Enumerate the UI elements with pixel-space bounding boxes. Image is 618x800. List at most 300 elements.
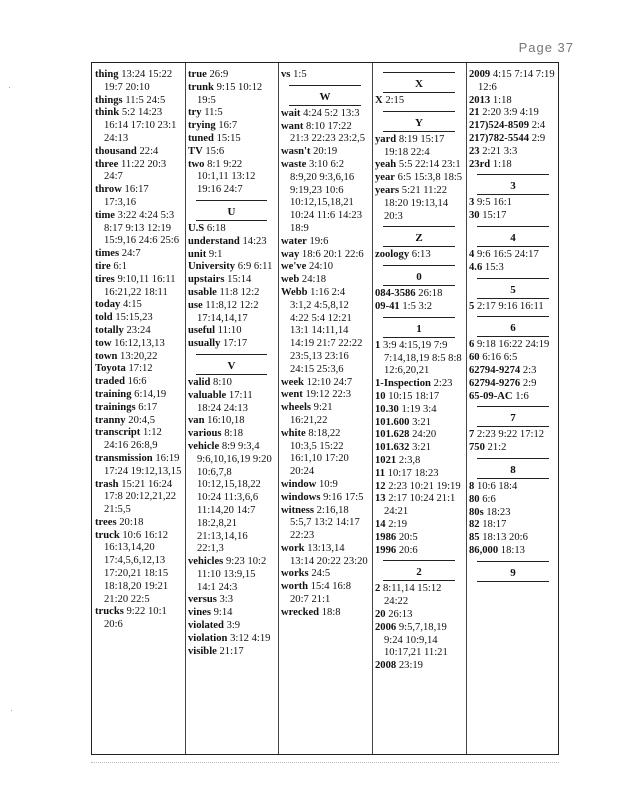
index-term: times (95, 248, 120, 260)
page-line-refs: 8:10 17:22 21:3 22:23 23:2,5 (290, 120, 366, 145)
page-line-refs: 10:6 16:12 16:13,14,20 17:4,5,6,12,13 17:20,21 18:15 18:18,20 19:21 21:20 22:5 (104, 529, 169, 605)
page-line-refs: 11:8 12:2 (219, 286, 260, 298)
page-line-refs: 18:17 (482, 519, 507, 531)
index-column-3 (281, 69, 369, 748)
page-line-refs: 6:17 (138, 401, 158, 413)
index-entry (188, 646, 275, 659)
index-term: work (281, 542, 305, 554)
page-line-refs: 3:3 (219, 594, 234, 606)
index-entry (95, 415, 182, 428)
index-term: 1021 (375, 454, 397, 466)
index-term: 6 (469, 339, 475, 351)
section-letter: V (188, 351, 275, 377)
page-line-refs: 16:10,18 (207, 415, 245, 427)
page-line-refs: 10:6 18:4 (476, 480, 518, 492)
index-term: University (188, 261, 236, 273)
index-term: X (375, 95, 383, 106)
page-line-refs: 15:15 (216, 132, 241, 144)
index-term: 2013 (469, 94, 491, 106)
index-term: 30 (469, 210, 480, 222)
index-entry (469, 95, 557, 108)
page-line-refs: 2:15 (385, 95, 405, 106)
page-line-refs: 9:16 17:5 (323, 491, 364, 503)
index-term: violation (188, 632, 228, 644)
index-entry (281, 389, 369, 402)
index-entry (95, 95, 182, 108)
index-term: trunk (188, 81, 214, 93)
index-entry (469, 442, 557, 455)
index-entry (375, 609, 463, 622)
index-term: 10.30 (375, 403, 399, 415)
index-term: 23rd (469, 158, 491, 170)
index-entry (375, 468, 463, 481)
index-entry (281, 146, 369, 159)
index-entry (375, 519, 463, 532)
page-line-refs: 15:14 (227, 274, 252, 286)
index-term: violated (188, 620, 224, 632)
index-entry (188, 607, 275, 620)
index-entry (95, 351, 182, 364)
page-line-refs: 9:14 (213, 607, 233, 619)
index-term: versus (188, 594, 217, 606)
page-line-refs: 16:17 17:3,16 (104, 184, 149, 208)
index-column-4 (375, 69, 463, 748)
index-entry (375, 172, 463, 185)
index-term: 8 (469, 480, 475, 492)
page-line-refs: 2:23 (433, 378, 453, 390)
page-line-refs: 2:23 9:22 17:12 (476, 429, 545, 441)
page-line-refs: 13:13,14 13:14 20:22 23:20 (290, 542, 368, 567)
page-line-refs: 1:16 2:4 3:1,2 4:5,8,12 4:22 5:4 12:21 13:1 14:11,14 14:19 21:7 22:22 23:5,13 23:16 24:15 25:3,6 (290, 286, 363, 375)
index-term: van (188, 415, 205, 427)
index-term: witness (281, 504, 314, 516)
page-line-refs: 10:15 18:17 (388, 390, 440, 402)
page-line-refs: 9:22 10:1 20:6 (104, 606, 167, 631)
index-entry (375, 249, 463, 262)
index-entry (375, 95, 463, 108)
index-term: zoology (375, 249, 410, 261)
index-term: wasn't (281, 146, 311, 158)
index-term: upstairs (188, 274, 225, 286)
index-entry (95, 376, 182, 389)
page-line-refs: 21:17 (219, 645, 244, 657)
index-term: trash (95, 478, 119, 490)
page-line-refs: 11:5 24:5 (125, 94, 166, 106)
page-line-refs: 8:10 (213, 376, 232, 388)
index-entry (281, 428, 369, 479)
page-line-refs: 18:23 (486, 506, 511, 518)
index-entry (188, 287, 275, 300)
section-letter: 3 (469, 171, 557, 197)
section-letter: 1 (375, 314, 463, 340)
page-line-refs: 15:3 (484, 261, 504, 273)
index-term: tranny (95, 414, 126, 426)
index-entry (375, 429, 463, 442)
page-line-refs: 3:9 4:15,19 7:9 7:14,18,19 8:5 8:8 12:6,20,21 (382, 339, 462, 377)
index-term: 65-09-AC (469, 390, 513, 402)
index-entry (188, 377, 275, 390)
index-entry (469, 481, 557, 494)
index-term: 3 (469, 197, 475, 209)
footer-rule (91, 762, 559, 764)
page-line-refs: 6:5 15:3,8 18:5 (397, 172, 463, 184)
index-entry (469, 120, 557, 133)
index-term: use (188, 299, 203, 311)
index-term: window (281, 478, 317, 490)
section-letter: X (375, 69, 463, 95)
index-entry (95, 363, 182, 376)
index-term: U.S (188, 222, 205, 234)
page-line-refs: 20:18 (119, 516, 144, 528)
page-line-refs: 26:13 (388, 608, 413, 620)
page-line-refs: 16:12,13,13 (114, 337, 165, 349)
index-term: visible (188, 645, 217, 657)
index-term: 2006 (375, 621, 397, 633)
index-entry (188, 415, 275, 428)
column-divider (466, 63, 467, 754)
index-entry (281, 377, 369, 390)
index-term: throw (95, 184, 122, 196)
index-term: way (281, 248, 300, 260)
index-entry (469, 107, 557, 120)
section-letter: W (281, 82, 369, 108)
page-line-refs: 2:21 3:3 (482, 145, 518, 157)
page-line-refs: 10:17 18:23 (387, 467, 439, 479)
page-line-refs: 2:3,8 (398, 454, 421, 466)
page-line-refs: 20:5 (398, 531, 418, 543)
index-term: various (188, 428, 222, 440)
page-line-refs: 9:6 16:5 24:17 (476, 248, 539, 260)
index-column-5 (469, 69, 557, 748)
index-term: white (281, 427, 306, 439)
index-entry (375, 660, 463, 673)
index-entry (375, 493, 463, 519)
index-entry (375, 404, 463, 417)
index-entry (95, 210, 182, 248)
scan-speck: · (8, 82, 11, 92)
index-entry (188, 69, 275, 82)
index-entry (95, 453, 182, 479)
page-line-refs: 8:11,14 15:12 24:22 (382, 583, 442, 608)
index-entry (469, 494, 557, 507)
index-entry (188, 274, 275, 287)
index-term: 750 (469, 442, 485, 454)
page-line-refs: 11:8,12 12:2 17:14,14,17 (197, 299, 259, 324)
index-term: think (95, 107, 120, 119)
page-line-refs: 15:17 (482, 210, 507, 222)
index-entry (95, 606, 182, 632)
index-term: try (188, 107, 202, 119)
page-line-refs: 2:19 (388, 518, 408, 530)
page-line-refs: 21:2 (487, 442, 507, 454)
scan-speck: · (10, 705, 13, 715)
index-term: we've (281, 261, 307, 273)
index-entry (281, 543, 369, 569)
index-entry (95, 427, 182, 453)
page-line-refs: 19:6 (309, 235, 329, 247)
index-entry (469, 532, 557, 545)
index-entry (281, 274, 369, 287)
page-line-refs: 15:4 16:8 20:7 21:1 (290, 581, 352, 606)
index-term: 21 (469, 107, 480, 119)
index-entry (188, 594, 275, 607)
page-line-refs: 18:6 20:1 22:6 (301, 248, 364, 260)
index-entry (375, 481, 463, 494)
index-term: wrecked (281, 606, 320, 618)
section-letter: 8 (469, 455, 557, 481)
section-letter: 2 (375, 557, 463, 583)
page-line-refs: 26:9 (209, 69, 229, 80)
index-entry (188, 133, 275, 146)
section-letter: 9 (469, 558, 557, 584)
page-line-refs: 13:24 15:22 19:7 20:10 (104, 69, 173, 93)
index-term: 5 (469, 300, 475, 312)
index-entry (469, 210, 557, 223)
index-term: tuned (188, 132, 214, 144)
index-entry (188, 223, 275, 236)
index-entry (281, 121, 369, 147)
index-entry (375, 391, 463, 404)
index-term: 80s (469, 506, 484, 518)
index-entry (188, 428, 275, 441)
index-entry (188, 236, 275, 249)
index-entry (188, 82, 275, 108)
index-entry (188, 620, 275, 633)
index-entry (375, 301, 463, 314)
index-term: town (95, 350, 118, 362)
page-line-refs: 14:23 (242, 235, 267, 247)
index-term: Webb (281, 286, 308, 298)
page-line-refs: 3:10 6:2 8:9,20 9:3,6,16 9:19,23 10:6 10:12,15,18,21 10:24 11:6 14:23 18:9 (290, 158, 362, 234)
index-term: 13 (375, 493, 386, 505)
index-entry (188, 300, 275, 326)
page-line-refs: 9:10,11 16:11 16:21,22 18:11 (104, 273, 176, 298)
index-term: usually (188, 338, 221, 350)
page-line-refs: 15:15,23 (115, 312, 153, 324)
index-entry (281, 108, 369, 121)
page-line-refs: 2:17 9:16 16:11 (476, 300, 544, 312)
index-entry (375, 545, 463, 558)
page-line-refs: 3:22 4:24 5:3 8:17 9:13 12:19 15:9,16 24:6 25:6 (104, 209, 180, 247)
index-entry (469, 133, 557, 146)
index-entry (95, 389, 182, 402)
index-entry (281, 402, 369, 428)
index-term: 80 (469, 493, 480, 505)
page-line-refs: 20:4,5 (128, 414, 156, 426)
page-line-refs: 16:19 17:24 19:12,13,15 (104, 452, 182, 477)
index-term: went (281, 389, 303, 401)
page-line-refs: 9:23 10:2 11:10 13:9,15 14:1 24:3 (197, 556, 267, 593)
index-frame (91, 62, 559, 755)
index-entry (469, 352, 557, 365)
index-term: trainings (95, 401, 136, 413)
page-line-refs: 9:5,7,18,19 9:24 10:9,14 10:17,21 11:21 (384, 621, 448, 659)
index-entry (95, 274, 182, 300)
page-line-refs: 6:13 (411, 249, 431, 261)
index-entry (469, 146, 557, 159)
index-entry (469, 159, 557, 172)
page-line-refs: 2:17 10:24 21:1 24:21 (384, 493, 456, 518)
page-line-refs: 4:15 7:14 7:19 12:6 (478, 69, 555, 93)
index-entry (375, 378, 463, 391)
index-entry (188, 338, 275, 351)
index-term: waste (281, 158, 307, 170)
index-entry (469, 545, 557, 558)
page-line-refs: 2:3 (522, 364, 537, 376)
index-term: 10 (375, 390, 386, 402)
index-term: vehicles (188, 556, 224, 568)
page-line-refs: 4:15 (122, 299, 142, 311)
index-term: totally (95, 324, 124, 336)
page-line-refs: 3:12 4:19 (230, 632, 271, 644)
index-entry (95, 325, 182, 338)
index-entry (469, 262, 557, 275)
index-term: vines (188, 607, 211, 619)
page-line-refs: 16:7 (218, 120, 238, 132)
page-line-refs: 8:18 (224, 428, 244, 440)
index-entry (188, 441, 275, 556)
column-divider (185, 63, 186, 754)
index-entry (281, 287, 369, 377)
page-line-refs: 1:18 (492, 158, 512, 170)
index-entry (281, 479, 369, 492)
index-term: 60 (469, 352, 480, 364)
index-term: Toyota (95, 363, 126, 375)
index-entry (95, 261, 182, 274)
page-line-refs: 12:10 24:7 (306, 376, 353, 388)
page-line-refs: 6:16 6:5 (482, 352, 518, 364)
index-term: thousand (95, 145, 137, 157)
page-line-refs: 24:5 (311, 568, 331, 580)
index-entry (375, 288, 463, 301)
index-term: things (95, 94, 123, 106)
index-entry (375, 442, 463, 455)
page-line-refs: 17:17 (223, 338, 248, 350)
page-line-refs: 1:19 3:4 (401, 403, 437, 415)
page-line-refs: 4:24 5:2 13:3 (303, 107, 360, 119)
page-line-refs: 1:12 24:16 26:8,9 (104, 427, 162, 452)
index-entry (469, 507, 557, 520)
index-term: time (95, 209, 115, 221)
index-term: 101.628 (375, 429, 410, 441)
index-term: 14 (375, 518, 386, 530)
index-entry (281, 581, 369, 607)
index-term: truck (95, 529, 120, 541)
index-term: 2008 (375, 660, 397, 672)
page-line-refs: 9:21 16:21,22 (290, 402, 333, 426)
page-line-refs: 23:19 (398, 660, 423, 672)
index-term: web (281, 274, 300, 286)
index-term: 084-3586 (375, 288, 416, 300)
page-line-refs: 24:10 (308, 261, 334, 273)
page-line-refs: 17:11 18:24 24:13 (197, 389, 253, 414)
index-term: 1 (375, 339, 381, 351)
index-entry (95, 159, 182, 185)
index-term: 1996 (375, 544, 397, 556)
index-column-1 (95, 69, 182, 748)
index-entry (188, 633, 275, 646)
index-term: 86,000 (469, 544, 499, 556)
index-entry (95, 69, 182, 95)
page-line-refs: 6:1 (113, 260, 127, 272)
page-line-refs: 9:18 16:22 24:19 (476, 339, 550, 351)
page-line-refs: 1:5 (293, 69, 307, 80)
page-line-refs: 1:6 (515, 390, 529, 402)
index-term: understand (188, 235, 240, 247)
index-term: 82 (469, 519, 480, 531)
index-entry (281, 69, 369, 82)
page-line-refs: 18:13 (500, 544, 525, 556)
page-number: Page 37 (518, 40, 574, 55)
index-column-2 (188, 69, 275, 748)
index-entry (188, 556, 275, 594)
index-entry (469, 69, 557, 95)
index-term: year (375, 172, 395, 184)
index-term: traded (95, 376, 126, 388)
index-term: 217)524-8509 (469, 120, 530, 132)
index-term: 12 (375, 480, 386, 492)
page-line-refs: 24:18 (301, 274, 327, 286)
index-entry (375, 417, 463, 430)
index-entry (281, 261, 369, 274)
section-letter: U (188, 197, 275, 223)
index-entry (375, 532, 463, 545)
page-line-refs: 8:1 9:22 10:1,11 13:12 19:16 24:7 (197, 158, 256, 196)
index-term: want (281, 120, 304, 132)
page-line-refs: 2:9 (531, 132, 546, 144)
page-line-refs: 9:15 10:12 19:5 (197, 81, 263, 106)
index-term: yeah (375, 159, 397, 171)
index-entry (375, 455, 463, 468)
index-term: three (95, 158, 119, 170)
page-line-refs: 19:12 22:3 (305, 389, 352, 401)
column-divider (372, 63, 373, 754)
index-term: transmission (95, 452, 153, 464)
page-line-refs: 5:2 14:23 16:14 17:10 23:1 24:13 (104, 107, 177, 144)
index-entry (95, 299, 182, 312)
index-term: 11 (375, 467, 386, 479)
index-entry (375, 622, 463, 660)
page-line-refs: 15:21 16:24 17:8 20:12,21,22 21:5,5 (104, 478, 177, 516)
index-entry (95, 517, 182, 530)
section-letter: 4 (469, 223, 557, 249)
index-term: training (95, 388, 132, 400)
index-term: tires (95, 273, 115, 285)
page-line-refs: 10:9 (318, 478, 338, 490)
index-entry (375, 340, 463, 378)
column-divider (278, 63, 279, 754)
index-entry (95, 402, 182, 415)
index-term: water (281, 235, 307, 247)
index-term: windows (281, 491, 321, 503)
index-term: vs (281, 69, 291, 80)
index-term: two (188, 158, 205, 170)
index-term: 09-41 (375, 300, 400, 312)
index-entry (281, 607, 369, 620)
index-entry (375, 134, 463, 160)
index-term: true (188, 69, 207, 80)
index-term: week (281, 376, 304, 388)
index-entry (281, 492, 369, 505)
section-letter: Z (375, 223, 463, 249)
index-entry (95, 248, 182, 261)
page-line-refs: 13:20,22 (120, 350, 158, 362)
page-line-refs: 16:6 (127, 376, 147, 388)
index-term: 4.6 (469, 261, 483, 273)
index-entry (95, 146, 182, 159)
index-entry (95, 338, 182, 351)
index-term: yard (375, 133, 397, 145)
